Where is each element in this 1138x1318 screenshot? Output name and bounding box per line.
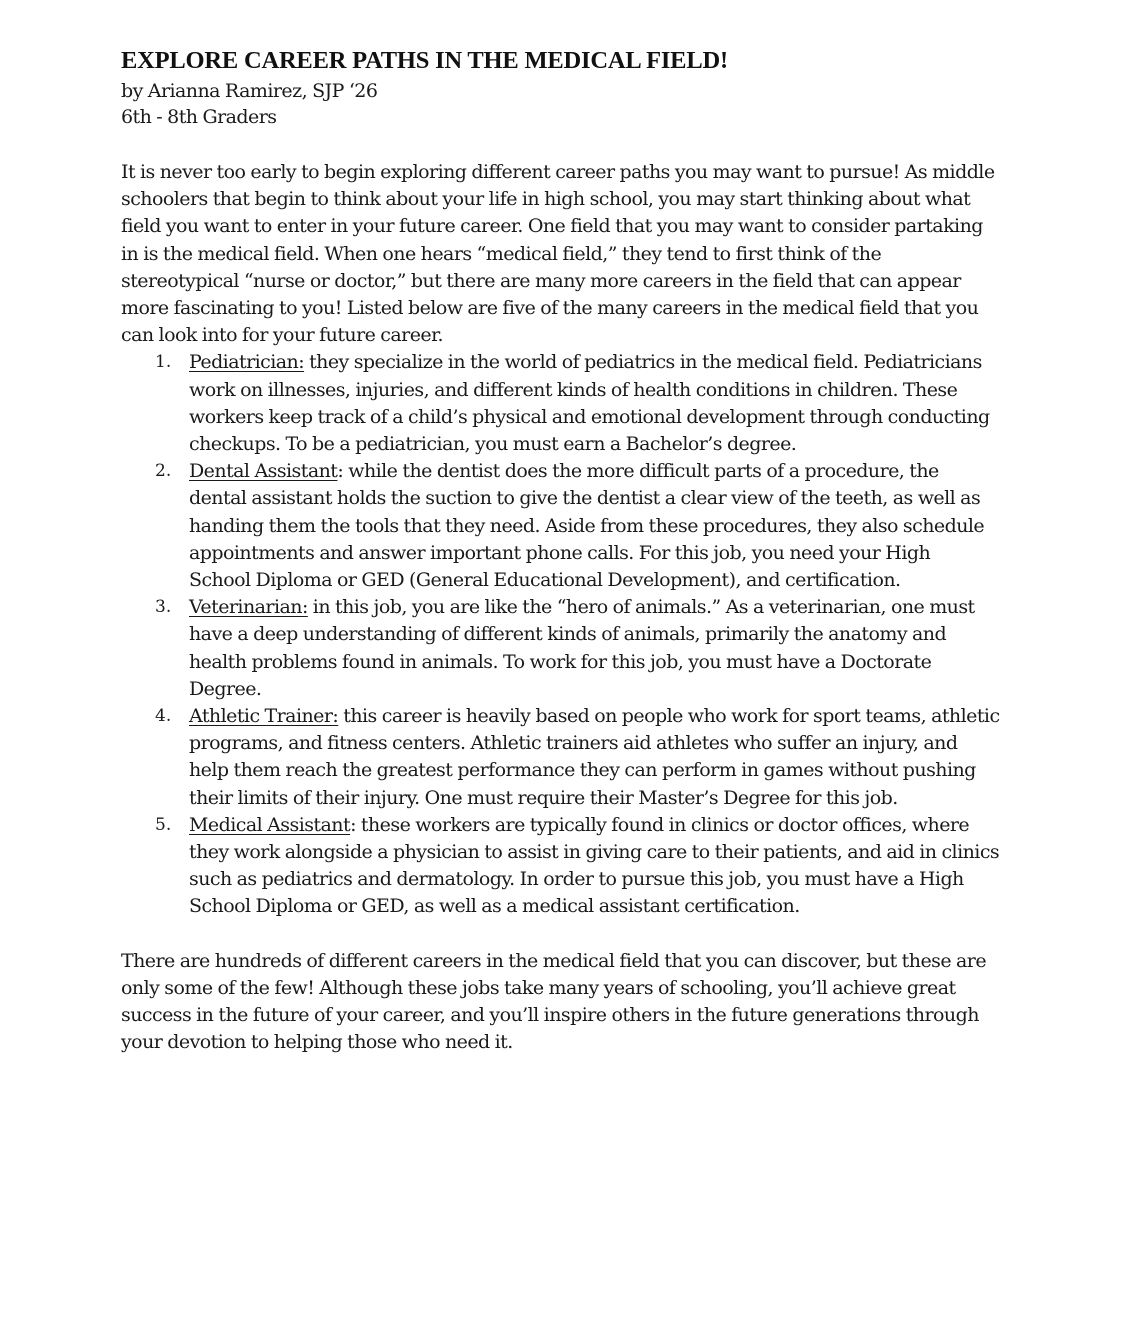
closing-line: your devotion to helping those who need it. xyxy=(121,1031,513,1054)
career-line: dental assistant holds the suction to give the dentist a clear view of the teeth, as well as xyxy=(189,487,981,510)
career-first-line xyxy=(189,812,1021,839)
intro-paragraph xyxy=(121,159,1021,349)
career-name: Athletic Trainer: xyxy=(189,705,339,728)
career-text: in this job, you are like the “hero of animals.” As a veterinarian, one must xyxy=(307,596,975,619)
document-title: EXPLORE CAREER PATHS IN THE MEDICAL FIELD! xyxy=(121,47,728,74)
career-line: handing them the tools that they need. Aside from these procedures, they also schedule xyxy=(189,514,985,537)
career-first-line xyxy=(189,458,1021,485)
career-line: appointments and answer important phone calls. For this job, you need your High xyxy=(189,541,931,564)
career-text: : while the dentist does the more difficult parts of a procedure, the xyxy=(337,460,939,483)
closing-line: only some of the few! Although these jobs take many years of schooling, you’ll achieve great xyxy=(121,976,956,999)
career-line: their limits of their injury. One must require their Master’s Degree for this job. xyxy=(189,786,898,809)
list-number: 5. xyxy=(155,814,172,835)
audience-label: 6th - 8th Graders xyxy=(121,106,277,128)
career-line: Degree. xyxy=(189,677,262,700)
closing-line: success in the future of your career, and you’ll inspire others in the future generations through xyxy=(121,1004,979,1027)
career-name: Veterinarian: xyxy=(189,596,308,619)
career-item-pediatrician xyxy=(121,349,1021,458)
list-number: 2. xyxy=(155,461,172,482)
career-line: work on illnesses, injuries, and different kinds of health conditions in children. These xyxy=(189,378,958,401)
document-page xyxy=(121,46,1021,1057)
career-line: programs, and fitness centers. Athletic trainers aid athletes who suffer an injury, and xyxy=(189,732,958,755)
career-line: School Diploma or GED (General Educational Development), and certification. xyxy=(189,569,901,592)
career-text: they specialize in the world of pediatrics in the medical field. Pediatricians xyxy=(304,351,982,374)
closing-paragraph xyxy=(121,948,1021,1057)
careers-list xyxy=(121,349,1021,920)
intro-line: can look into for your future career. xyxy=(121,324,444,347)
career-item-dental-assistant xyxy=(121,458,1021,594)
career-name: Pediatrician: xyxy=(189,351,305,374)
career-line: such as pediatrics and dermatology. In order to pursue this job, you must have a High xyxy=(189,868,964,891)
career-first-line xyxy=(189,703,1021,730)
career-text: : these workers are typically found in clinics or doctor offices, where xyxy=(350,813,970,836)
intro-line: It is never too early to begin exploring different career paths you may want to pursue! As middle xyxy=(121,161,995,183)
intro-line: stereotypical “nurse or doctor,” but there are many more careers in the field that can appear xyxy=(121,269,961,292)
career-item-veterinarian xyxy=(121,594,1021,703)
career-item-medical-assistant xyxy=(121,812,1021,921)
byline: by Arianna Ramirez, SJP ‘26 xyxy=(121,80,378,102)
career-line: School Diploma or GED, as well as a medical assistant certification. xyxy=(189,895,800,918)
intro-line: field you want to enter in your future career. One field that you may want to consider partaking xyxy=(121,215,983,238)
career-text: this career is heavily based on people who work for sport teams, athletic xyxy=(338,705,1000,728)
intro-line: more fascinating to you! Listed below are five of the many careers in the medical field that you xyxy=(121,297,979,320)
career-line: health problems found in animals. To work for this job, you must have a Doctorate xyxy=(189,650,932,673)
intro-line: schoolers that begin to think about your life in high school, you may start thinking about what xyxy=(121,188,971,211)
career-line: checkups. To be a pediatrician, you must earn a Bachelor’s degree. xyxy=(189,433,797,456)
career-item-athletic-trainer xyxy=(121,703,1021,812)
career-name: Dental Assistant xyxy=(189,460,338,483)
career-line: have a deep understanding of different kinds of animals, primarily the anatomy and xyxy=(189,623,947,646)
closing-line: There are hundreds of different careers in the medical field that you can discover, but these are xyxy=(121,949,987,972)
career-line: help them reach the greatest performance they can perform in games without pushing xyxy=(189,759,976,782)
career-first-line xyxy=(189,349,1021,376)
list-number: 1. xyxy=(155,352,172,373)
list-number: 4. xyxy=(155,706,172,727)
career-line: workers keep track of a child’s physical and emotional development through conducting xyxy=(189,405,990,428)
list-number: 3. xyxy=(155,597,172,618)
career-line: they work alongside a physician to assist in giving care to their patients, and aid in clinics xyxy=(189,841,1000,864)
career-name: Medical Assistant xyxy=(189,813,351,836)
intro-line: in is the medical field. When one hears “medical field,” they tend to first think of the xyxy=(121,242,882,265)
career-first-line xyxy=(189,594,1021,621)
document-meta xyxy=(121,78,1021,130)
